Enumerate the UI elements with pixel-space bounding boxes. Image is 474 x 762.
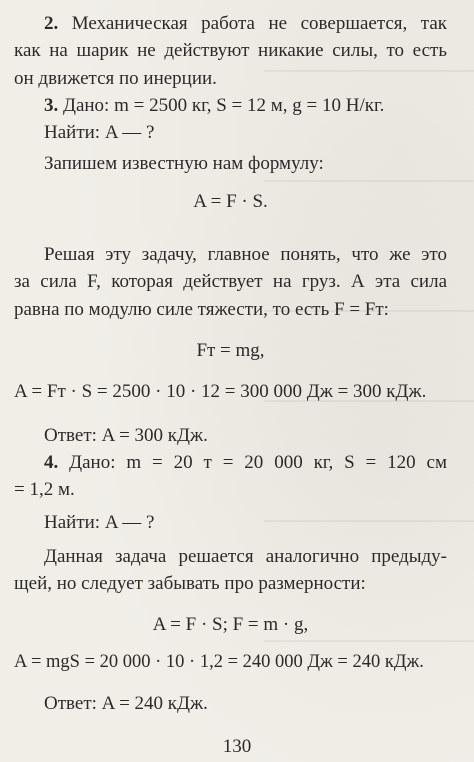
bleed-through-line <box>264 520 474 522</box>
problem-3-text-line-1: Решая эту задачу, главное понять, что же это <box>44 244 447 266</box>
bleed-through-line <box>264 70 474 72</box>
bleed-through-line <box>264 640 474 642</box>
problem-3-answer: Ответ: A = 300 кДж. <box>44 424 208 446</box>
problem-4-text-line-1: Данная задача решается аналогично предыду- <box>44 545 447 567</box>
problem-3-text-line-3: равна по модулю силе тяжести, то есть F = Fт: <box>14 298 389 320</box>
problem-2-text: Механическая работа не совершается, так <box>71 13 448 34</box>
problem-3-formula-1: A = F · S. <box>193 190 268 212</box>
problem-4-text-line-2: щей, но следует забывать про размерности: <box>14 573 366 595</box>
problem-4-given-line-2: = 1,2 м. <box>14 479 75 501</box>
spacer <box>14 406 447 412</box>
problem-3 <box>14 92 447 449</box>
problem-2 <box>14 10 447 92</box>
problem-2-line-3: он движется по инерции. <box>14 67 217 89</box>
problem-3-text-line-2: за сила F, которая действует на груз. А эта сила <box>14 271 447 293</box>
problem-3-find: Найти: A — ? <box>44 122 155 144</box>
problem-3-given <box>14 92 447 119</box>
bleed-through-line <box>264 310 474 312</box>
problem-4-number: 4. <box>44 451 59 473</box>
spacer <box>14 225 447 241</box>
problem-2-line-1 <box>14 10 447 37</box>
page-number: 130 <box>222 736 252 757</box>
problem-4-find: Найти: A — ? <box>44 512 155 534</box>
problem-3-formula-3: A = Fт · S = 2500 · 10 · 12 = 300 000 Дж = 300 кДж. <box>14 381 427 403</box>
problem-4-given-line-1 <box>14 449 447 476</box>
problem-3-given-text: Дано: m = 2500 кг, S = 12 м, g = 10 Н/кг. <box>63 94 385 116</box>
problem-3-intro: Запишем известную нам формулу: <box>44 153 324 175</box>
problem-4 <box>14 449 447 717</box>
problem-2-number: 2. <box>44 13 59 34</box>
bleed-through-line <box>264 400 474 402</box>
problem-4-answer: Ответ: A = 240 кДж. <box>44 692 208 714</box>
problem-4-formula-1: A = F · S; F = m · g, <box>152 614 309 636</box>
problem-2-line-2: как на шарик не действуют никакие силы, то есть <box>14 40 447 62</box>
problem-3-number: 3. <box>44 94 59 116</box>
bleed-through-line <box>264 180 474 182</box>
problem-4-formula-2: A = mgS = 20 000 · 10 · 1,2 = 240 000 Дж = 240 кДж. <box>14 651 424 672</box>
problem-3-formula-2: Fт = mg, <box>196 339 265 361</box>
problem-4-given-text: Дано: m = 20 т = 20 000 кг, S = 120 см <box>69 451 447 473</box>
